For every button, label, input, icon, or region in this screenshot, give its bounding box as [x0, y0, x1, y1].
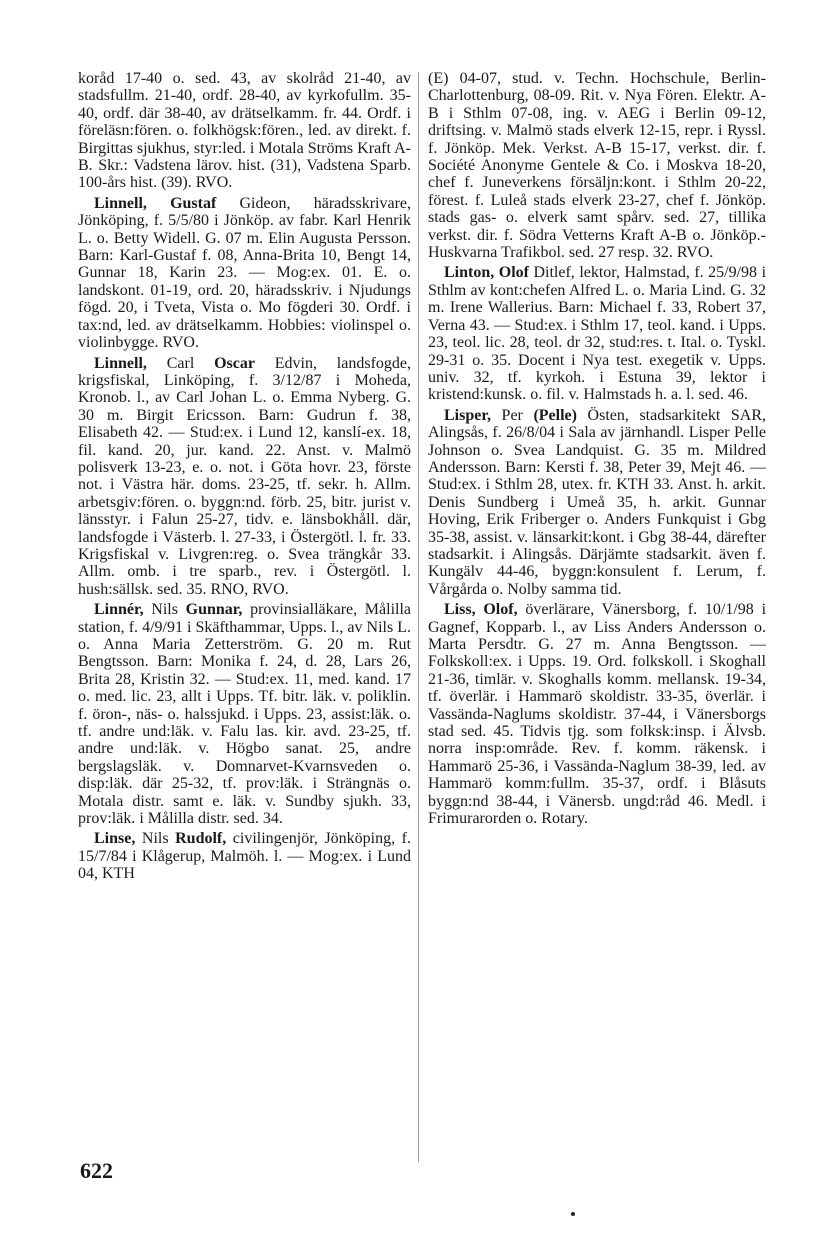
entry-text: överlärare, Vänersborg, f. 10/1/98 i Gagnef, Kopparb. l., av Liss Anders Andersson o. Marta Persdtr. G. 27 m. Anna Bengtsson. — Folkskoll:ex. i Upps. 19. Ord. folkskoll. i Skoghall 21-36, timlär. v. Skoghalls komm. mellansk. 19-34, tf. överlär. i Hammarö skoldistr. 33-35, överlär. i Vassända-Naglums skoldistr. 37-44, i Vänersborgs stad sed. 45. Tidvis tjg. som folksk:insp. i Älvsb. norra insp:område. Rev. f. komm. räkensk. i Hammarö 25-36, i Vassända-Naglum 38-39, led. av Hammarö komm:fullm. 35-37, ordf. i Blåsuts byggn:nd 38-44, i Vänersb. ungd:råd 46. Medl. i Frimurarorden o. Rotary.: [428, 601, 767, 828]
entry-text: Ditlef, lektor, Halmstad, f. 25/9/98 i Sthlm av kont:chefen Alfred L. o. Maria Lind. G. 32 m. Irene Wallerius. Barn: Michael f. 33, Robert 37, Verna 43. — Stud:ex. i Sthlm 17, teol. kand. i Upps. 23, teol. lic. 28, teol. dr 32, stud:res. t. Ital. o. Tyskl. 29-31 o. 35. Docent i Nya test. exegetik v. Upps. univ. 32, tf. kyrkoh. i Estuna 39, lektor i kristend:kunsk. o. fil. v. Halmstads h. a. l. sed. 46.: [428, 264, 767, 404]
entry-linnell-gustaf: [78, 195, 411, 352]
entry-surname: Linnér,: [94, 601, 144, 619]
entry-surname: Liss,: [444, 601, 476, 619]
page-number: 622: [80, 1158, 113, 1183]
entry-text: civilingenjör, Jönköping, f. 15/7/84 i Klågerup, Malmöh. l. — Mog:ex. i Lund 04, KTH: [78, 830, 411, 883]
entry-text: (E) 04-07, stud. v. Techn. Hochschule, Berlin-Charlottenburg, 08-09. Rit. v. Nya Fören. Elektr. A-B i Sthlm 07-08, ing. v. AEG i Berlin 09-12, driftsing. v. Malmö stads elverk 12-15, repr. i Ryssl. f. Jönköp. Mek. Verkst. A-B 15-17, verkst. dir. f. Société Anonyme Gentele & Co. i Moskva 18-20, chef f. Juneverkens försäljn:kont. i Sthlm 20-22, förest. f. Luleå stads elverk 23-27, chef f. Jönköp. stads gas- o. elverk samt spårv. sed. 27, tillika verkst. dir. f. Södra Vetterns Kraft A-B o. Jönköp.-Huskvarna Trafikbol. sed. 27 resp. 32. RVO.: [428, 70, 766, 262]
entry-text: Östen, stadsarkitekt SAR, Alingsås, f. 26/8/04 i Sala av järnhandl. Lisper Pelle Johnson o. Svea Landquist. G. 35 m. Mildred Andersson. Barn: Kersti f. 38, Peter 39, Mejt 46. — Stud:ex. i Sthlm 28, utex. fr. KTH 33. Anst. h. arkit. Denis Sundberg i Umeå 35, h. arkit. Gunnar Hoving, Erik Friberger o. Anders Funkquist i Gbg 35-38, assist. v. länsarkit:kont. i Gbg 38-44, därefter stadsarkit. i Alingsås. Därjämte stadsarkit. även f. Kungälv 44-46, byggn:konsulent f. Lerum, f. Vårgårda o. Nolby samma tid.: [428, 406, 767, 598]
entry-callname: Gunnar,: [185, 601, 243, 619]
entry-lisper-pelle: [428, 407, 766, 598]
entry-liss-olof: [428, 601, 766, 827]
print-speck: [571, 1212, 575, 1216]
entry-linner-gunnar: [78, 601, 411, 827]
entry-callname: Olof: [498, 264, 529, 282]
entry-continuation: [78, 70, 411, 192]
entry-linton-olof: [428, 264, 766, 403]
entry-text: provinsialläkare, Målilla station, f. 4/9/91 i Skäfthammar, Upps. l., av Nils L. o. Anna Maria Zetterström. G. 20 m. Rut Bengtsson. Barn: Monika f. 24, d. 28, Lars 26, Brita 28, Kristin 32. — Stud:ex. 11, med. kand. 17 o. med. lic. 23, allt i Upps. Tf. bitr. läk. v. poliklin. f. öron-, näs- o. halssjukd. i Upps. 23, assist:läk. o. tf. andre und:läk. v. Falu las. kir. avd. 23-25, tf. andre und:läk. v. Högbo sanat. 25, andre bergslagsläk. v. Domnarvet-Kvarnsveden o. disp:läk. där 25-32, tf. prov:läk. i Strängnäs o. Motala distr. samt e. läk. v. Sundby sjukh. 33, prov:läk. i Målilla distr. sed. 34.: [78, 601, 412, 828]
entry-text: koråd 17-40 o. sed. 43, av skolråd 21-40, av stadsfullm. 21-40, ordf. 28-40, av kyrkofullm. 35-40, ordf. där 38-40, av drätselkamm. fr. 44. Ordf. i föreläsn:fören. o. folkhögsk:fören., led. av direkt. f. Birgittas sjukhus, styr:led. i Motala Ströms Kraft A-B. Skr.: Vadstena lärov. hist. (31), Vadstena Sparb. 100-års hist. (39). RVO.: [78, 70, 411, 192]
entry-surname: Linnell,: [94, 194, 147, 212]
entry-text: Edvin, landsfogde, krigsfiskal, Linköping, f. 3/12/87 i Moheda, Kronob. l., av Carl Johan L. o. Emma Nyberg. G. 30 m. Birgit Ericsson. Barn: Gudrun f. 38, Elisabeth 42. — Stud:ex. i Lund 12, kanslí-ex. 18, fil. kand. 20, jur. kand. 22. Anst. v. Malmö polisverk 13-23, e. o. not. i Göta hovr. 23, förste not. i Västra här. doms. 23-25, tf. sekr. h. Allm. arbetsgiv:fören. o. byggn:nd. förb. 25, bitr. jurist v. länsstyr. i Falun 25-27, tidv. e. länsbokhåll. där, landsfogde i Västerb. l. 27-33, i Östergötl. l. fr. 33. Krigsfiskal v. Livgren:reg. o. Svea trängkår 33. Allm. omb. i tre sparb., rev. i Östergötl. l. hush:sällsk. sed. 35. RNO, RVO.: [78, 354, 411, 598]
entry-callname: Gustaf: [170, 194, 217, 212]
entry-surname: Linse,: [94, 830, 136, 848]
entry-forename: Nils: [135, 830, 176, 848]
column-divider: [418, 72, 419, 1162]
entry-linse-rudolf: [78, 830, 411, 882]
entry-forename: Carl: [146, 354, 215, 372]
entry-callname: (Pelle): [533, 406, 577, 424]
entry-forename: Nils: [143, 601, 186, 619]
entry-text: Gideon, häradsskrivare, Jönköping, f. 5/5/80 i Jönköp. av fabr. Karl Henrik L. o. Betty Widell. G. 07 m. Elin Augusta Persson. Barn: Karl-Gustaf f. 08, Anna-Brita 10, Bengt 14, Gunnar 18, Karin 23. — Mog:ex. 01. E. o. landskont. 01-19, ord. 20, häradsskriv. i Njudungs fögd. 20, i Tveta, Vista o. Mo fögderi 30. Ordf. i tax:nd, led. av drätselkamm. Hobbies: violinspel o. violinbygge. RVO.: [78, 194, 411, 352]
right-column: [428, 70, 766, 827]
entry-surname: Lisper,: [444, 406, 491, 424]
entry-linnell-oscar: [78, 355, 411, 599]
entry-callname: Olof,: [483, 601, 518, 619]
entry-callname: Rudolf,: [175, 830, 227, 848]
entry-continuation: [428, 70, 766, 261]
entry-surname: Linton,: [444, 264, 495, 282]
left-column: [78, 70, 411, 883]
entry-callname: Oscar: [214, 354, 255, 372]
entry-forename: Per: [490, 406, 534, 424]
entry-surname: Linnell,: [94, 354, 147, 372]
